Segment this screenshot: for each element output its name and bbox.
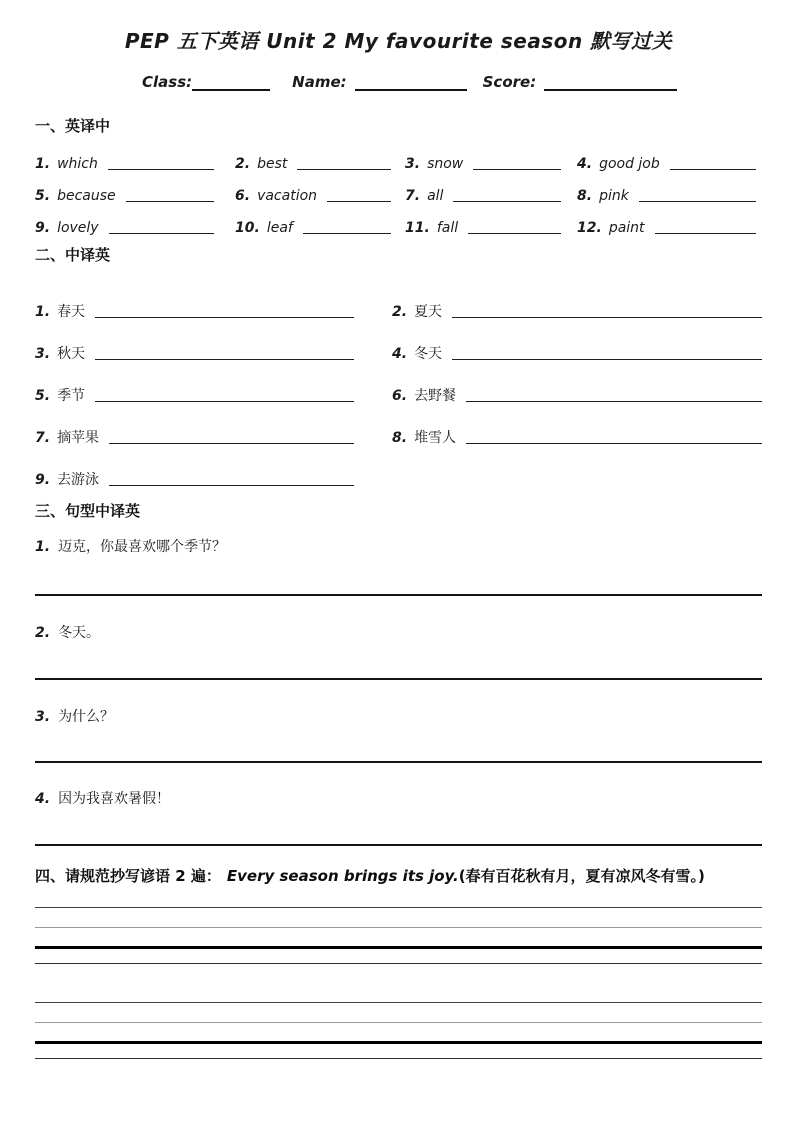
page-title: PEP 五下英语 Unit 2 My favourite season 默写过关: [124, 29, 673, 53]
vocab-item: [35, 279, 392, 321]
answer-blank: [126, 201, 214, 202]
answer-blank: [109, 443, 354, 444]
writing-line-top: [35, 1002, 762, 1003]
section4-heading: [35, 865, 762, 887]
item-number: 6.: [235, 188, 251, 204]
item-word: 去野餐: [414, 388, 457, 404]
sentence-item: [35, 538, 762, 557]
writing-line-top: [35, 907, 762, 908]
item-number: 7.: [405, 188, 421, 204]
name-label: Name:: [292, 73, 347, 91]
vocab-item: [392, 405, 762, 447]
vocab-item: [35, 447, 392, 489]
item-number: 4.: [392, 346, 408, 362]
section1-vocab-grid: [35, 141, 762, 237]
name-field: [292, 69, 466, 92]
item-word: because: [57, 188, 116, 204]
item-number: 1.: [35, 156, 51, 172]
answer-line: [35, 678, 762, 680]
vocab-item: [405, 205, 577, 237]
answer-blank: [655, 233, 756, 234]
item-number: 3.: [35, 346, 51, 362]
item-number: 1.: [35, 539, 51, 555]
item-word: best: [257, 156, 288, 172]
vocab-item: [35, 321, 392, 363]
vocab-item: [35, 173, 235, 205]
item-number: 11.: [405, 220, 430, 236]
vocab-item: [35, 205, 235, 237]
item-number: 9.: [35, 472, 51, 488]
answer-blank: [466, 443, 762, 444]
item-number: 7.: [35, 430, 51, 446]
score-blank: [544, 77, 677, 91]
writing-line-baseline: [35, 946, 762, 949]
item-word: pink: [599, 188, 629, 204]
answer-line: [35, 594, 762, 596]
item-word: leaf: [266, 220, 293, 236]
item-word: good job: [599, 156, 660, 172]
item-number: 5.: [35, 388, 51, 404]
sentence-item: [35, 708, 762, 727]
class-label: Class:: [142, 73, 193, 91]
writing-line-bottom: [35, 963, 762, 964]
vocab-item: [35, 405, 392, 447]
item-word: 夏天: [414, 304, 443, 320]
item-word: 堆雪人: [414, 430, 457, 446]
item-number: 4.: [35, 791, 51, 807]
item-number: 2.: [392, 304, 408, 320]
writing-grid: [35, 1002, 762, 1059]
sentence-text: 迈克，你最喜欢哪个季节？: [58, 539, 227, 555]
item-word: which: [57, 156, 98, 172]
item-number: 12.: [577, 220, 602, 236]
student-info-row: [35, 69, 762, 92]
writing-line-upper-mid: [35, 1022, 762, 1023]
vocab-item: [392, 363, 762, 405]
item-word: vacation: [257, 188, 318, 204]
item-number: 6.: [392, 388, 408, 404]
vocab-item: [35, 363, 392, 405]
item-word: lovely: [57, 220, 99, 236]
answer-blank: [303, 233, 391, 234]
vocab-item: [405, 173, 577, 205]
vocab-item: [577, 141, 762, 173]
vocab-item: [235, 141, 405, 173]
answer-blank: [95, 359, 354, 360]
item-word: 秋天: [57, 346, 86, 362]
score-field: [483, 69, 678, 92]
item-word: 去游泳: [57, 472, 100, 488]
sentence-text: 因为我喜欢暑假！: [58, 791, 171, 807]
class-blank: [192, 77, 270, 91]
answer-blank: [466, 401, 762, 402]
writing-line-bottom: [35, 1058, 762, 1059]
item-number: 8.: [577, 188, 593, 204]
sentence-text: 冬天。: [58, 625, 101, 641]
vocab-item: [392, 321, 762, 363]
item-number: 2.: [35, 625, 51, 641]
answer-line: [35, 844, 762, 846]
item-word: 季节: [57, 388, 86, 404]
score-label: Score:: [482, 73, 537, 91]
answer-blank: [95, 401, 354, 402]
answer-blank: [452, 317, 762, 318]
section2-heading: 二、中译英: [35, 246, 111, 264]
item-number: 5.: [35, 188, 51, 204]
item-word: 摘苹果: [57, 430, 100, 446]
answer-blank: [670, 169, 756, 170]
sentence-item: [35, 624, 762, 643]
section4-proverb: Every season brings its joy.: [226, 867, 459, 885]
name-blank: [355, 77, 467, 91]
item-word: snow: [427, 156, 464, 172]
section2-vocab-grid: [35, 279, 762, 489]
vocab-item: [577, 173, 762, 205]
answer-blank: [109, 233, 214, 234]
item-number: 4.: [577, 156, 593, 172]
item-word: paint: [608, 220, 645, 236]
item-number: 9.: [35, 220, 51, 236]
vocab-item: [392, 279, 762, 321]
answer-blank: [639, 201, 756, 202]
writing-line-baseline: [35, 1041, 762, 1044]
answer-blank: [297, 169, 391, 170]
vocab-item: [35, 141, 235, 173]
section3-heading: 三、句型中译英: [35, 502, 141, 520]
vocab-item: [235, 205, 405, 237]
answer-blank: [468, 233, 561, 234]
vocab-item: [235, 173, 405, 205]
writing-line-upper-mid: [35, 927, 762, 928]
section4-note: (春有百花秋有月，夏有凉风冬有雪。): [458, 867, 705, 885]
answer-blank: [473, 169, 561, 170]
writing-grid: [35, 907, 762, 964]
item-number: 3.: [405, 156, 421, 172]
item-number: 1.: [35, 304, 51, 320]
item-word: all: [427, 188, 444, 204]
item-number: 10.: [235, 220, 260, 236]
answer-blank: [108, 169, 214, 170]
answer-blank: [95, 317, 354, 318]
item-word: 冬天: [414, 346, 443, 362]
item-number: 8.: [392, 430, 408, 446]
item-word: fall: [436, 220, 459, 236]
vocab-item: [577, 205, 762, 237]
sentence-text: 为什么？: [58, 709, 115, 725]
item-word: 春天: [57, 304, 86, 320]
answer-blank: [452, 359, 762, 360]
item-number: 3.: [35, 709, 51, 725]
sentence-item: [35, 790, 762, 809]
item-number: 2.: [235, 156, 251, 172]
answer-line: [35, 761, 762, 763]
answer-blank: [453, 201, 561, 202]
vocab-item: [405, 141, 577, 173]
class-field: [142, 69, 270, 92]
answer-blank: [109, 485, 354, 486]
section4-instruction: 四、请规范抄写谚语 2 遍：: [35, 867, 221, 885]
section1-heading: 一、英译中: [35, 117, 111, 135]
answer-blank: [327, 201, 391, 202]
